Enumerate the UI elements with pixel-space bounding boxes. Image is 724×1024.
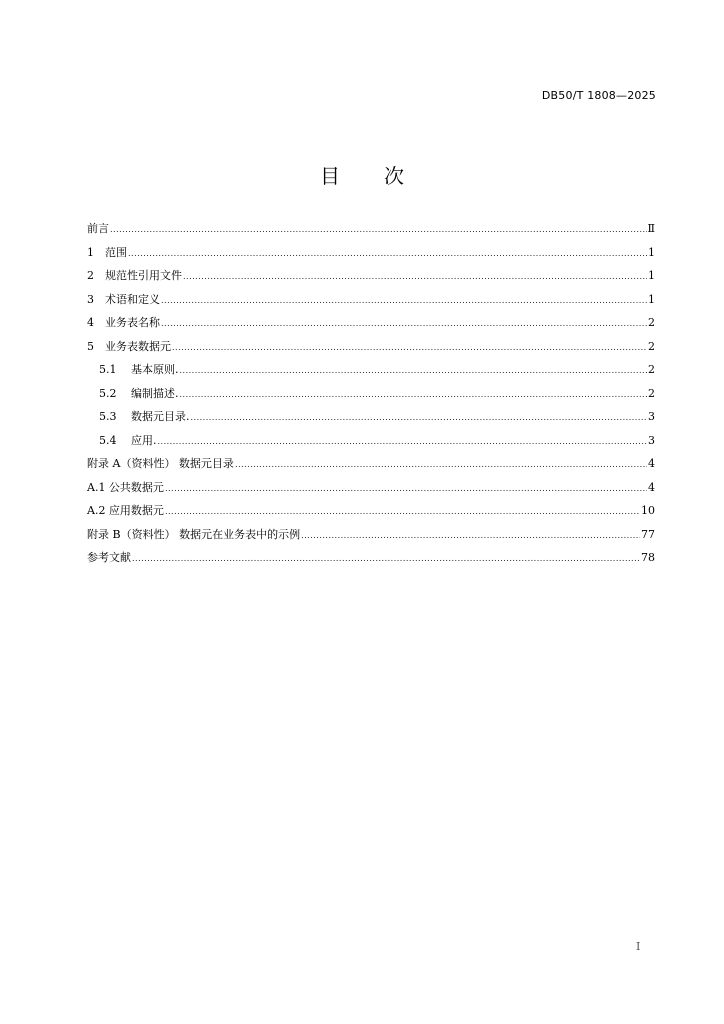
toc-leader-dots — [180, 359, 648, 383]
toc-entry-page: Ⅱ — [647, 222, 655, 235]
toc-entry-page: 2 — [648, 316, 655, 329]
toc-leader-dots — [161, 312, 647, 336]
toc-entry-page: 1 — [648, 245, 655, 259]
toc-entry-preface[interactable] — [87, 217, 655, 241]
toc-entry-number: 5.1 — [99, 363, 117, 376]
toc-leader-dots — [180, 383, 648, 407]
toc-entry-label: 应用. — [131, 433, 157, 447]
toc-entry-a-1[interactable] — [87, 476, 655, 500]
toc-entry-page: 78 — [641, 551, 655, 564]
toc-leader-dots — [183, 265, 647, 289]
toc-entry-number: 5.3 — [99, 410, 117, 423]
toc-leader-dots — [161, 289, 647, 313]
toc-entry-number: 5.4 — [99, 433, 117, 447]
toc-entry-5-3[interactable] — [87, 405, 655, 429]
toc-entry-1[interactable] — [87, 241, 655, 265]
toc-leader-dots — [165, 500, 640, 524]
page-title — [0, 160, 724, 189]
toc-entry-page: 10 — [641, 504, 655, 517]
toc-entry-5-4[interactable] — [87, 429, 655, 453]
toc-entry-a-2[interactable] — [87, 499, 655, 523]
page-title-second-char: 次 — [384, 164, 404, 188]
toc-entry-label: 规范性引用文件 — [105, 269, 182, 282]
document-code: DB50/T 1808—2025 — [541, 89, 656, 102]
toc-entry-2[interactable] — [87, 264, 655, 288]
toc-entry-label: 术语和定义 — [105, 292, 160, 306]
toc-entry-label: 业务表名称 — [105, 316, 160, 329]
toc-entry-page: 1 — [648, 292, 655, 306]
toc-entry-page: 4 — [648, 480, 655, 494]
toc-entry-5-2[interactable] — [87, 382, 655, 406]
toc-entry-5[interactable] — [87, 335, 655, 359]
toc-entry-page: 2 — [648, 363, 655, 376]
toc-entry-label: 附录 A（资料性） 数据元目录 — [87, 457, 234, 470]
toc-entry-4[interactable] — [87, 311, 655, 335]
toc-entry-page: 1 — [648, 269, 655, 282]
toc-entry-label: 参考文献 — [87, 551, 131, 564]
toc-entry-number: 1 — [87, 245, 94, 259]
toc-entry-label: A.2 应用数据元 — [87, 504, 164, 517]
toc-entry-page: 2 — [648, 339, 655, 353]
toc-entry-label: 业务表数据元 — [105, 339, 171, 353]
toc-entry-page: 2 — [648, 386, 655, 400]
toc-entry-label: 编制描述. — [131, 386, 179, 400]
toc-entry-number: 4 — [87, 316, 94, 329]
toc-entry-label: A.1 公共数据元 — [87, 480, 164, 494]
toc-leader-dots — [110, 218, 647, 242]
toc-entry-page: 3 — [648, 410, 655, 423]
toc-leader-dots — [172, 336, 647, 360]
page-title-first-char: 目 — [320, 164, 340, 188]
toc-leader-dots — [132, 547, 640, 571]
toc-entry-number: 3 — [87, 292, 94, 306]
toc-entry-label: 基本原则. — [131, 363, 179, 376]
toc-entry-appendix-b[interactable] — [87, 523, 655, 547]
toc-entry-references[interactable] — [87, 546, 655, 570]
toc-entry-number: 2 — [87, 269, 94, 282]
toc-entry-label: 数据元目录. — [131, 410, 190, 423]
toc-leader-dots — [191, 406, 648, 430]
toc-entry-label: 前言 — [87, 222, 109, 235]
toc-leader-dots — [235, 453, 647, 477]
toc-entry-page: 3 — [648, 433, 655, 447]
toc-entry-5-1[interactable] — [87, 358, 655, 382]
page-number: I — [636, 940, 641, 953]
toc-leader-dots — [128, 242, 647, 266]
toc-entry-page: 4 — [648, 457, 655, 470]
table-of-contents — [87, 217, 655, 570]
toc-entry-number: 5 — [87, 339, 94, 353]
toc-entry-page: 77 — [641, 527, 655, 541]
toc-leader-dots — [158, 430, 648, 454]
toc-entry-label: 范围 — [105, 245, 127, 259]
toc-entry-label: 附录 B（资料性） 数据元在业务表中的示例 — [87, 527, 301, 541]
toc-entry-appendix-a[interactable] — [87, 452, 655, 476]
toc-entry-3[interactable] — [87, 288, 655, 312]
toc-leader-dots — [301, 524, 640, 548]
toc-leader-dots — [165, 477, 647, 501]
toc-entry-number: 5.2 — [99, 386, 117, 400]
